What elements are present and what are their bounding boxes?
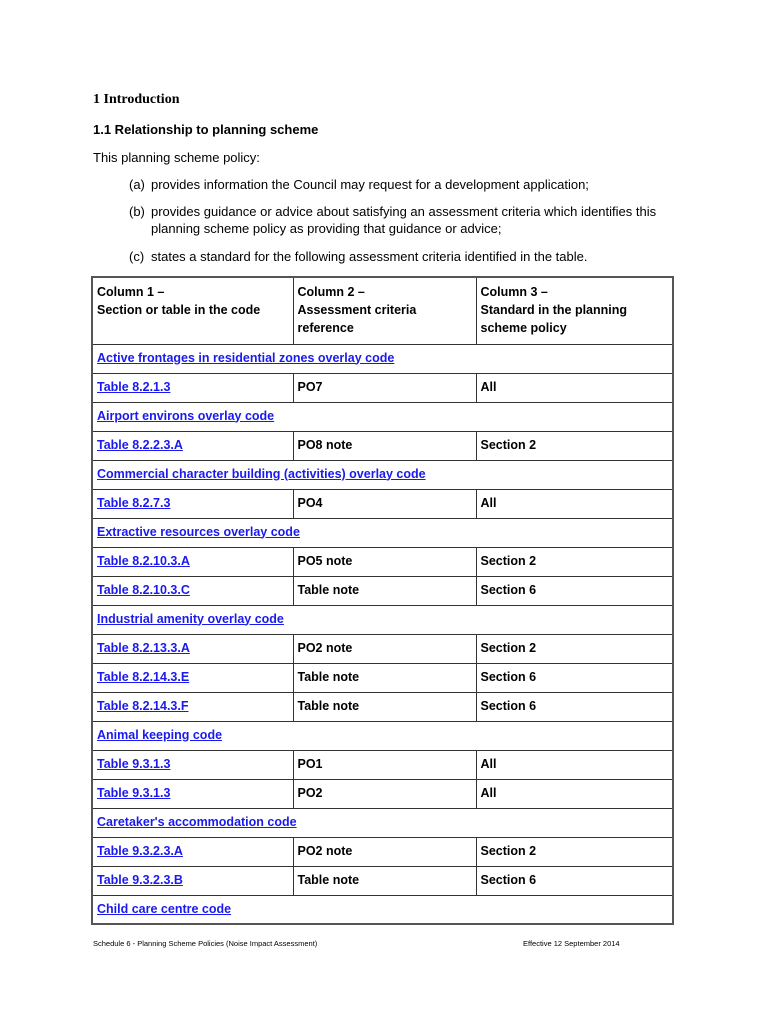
table-ref-link[interactable]: Table 8.2.14.3.E [97,669,190,684]
table-ref-cell [92,663,293,692]
table-ref-cell [92,489,293,518]
list-item [129,203,669,237]
column-header-line: Column 2 – [297,285,365,299]
standard-cell: Section 2 [476,547,673,576]
standard-cell: Section 6 [476,692,673,721]
table-section-row [92,605,673,634]
standard-cell: All [476,373,673,402]
standard-cell: All [476,489,673,518]
column-header-line: Column 3 – [480,285,548,299]
criteria-cell: PO2 [293,779,476,808]
criteria-cell: PO1 [293,750,476,779]
standard-cell: Section 6 [476,663,673,692]
section-cell [92,895,673,924]
list-marker: (a) [129,177,145,192]
criteria-cell: PO8 note [293,431,476,460]
standard-cell: Section 2 [476,431,673,460]
criteria-cell: Table note [293,866,476,895]
code-section-link[interactable]: Commercial character building (activities) overlay code [97,466,426,481]
footer-title: Schedule 6 - Planning Scheme Policies (Noise Impact Assessment) [93,939,318,948]
table-ref-link[interactable]: Table 8.2.13.3.A [97,640,190,655]
table-row [92,547,673,576]
table-section-row [92,808,673,837]
table-ref-link[interactable]: Table 9.3.2.3.B [97,872,183,887]
table-row [92,373,673,402]
assessment-criteria-table [91,276,674,925]
column-header [293,277,476,344]
table-section-row [92,344,673,373]
table-row [92,692,673,721]
column-header [476,277,673,344]
table-ref-link[interactable]: Table 8.2.10.3.C [97,582,190,597]
table-ref-link[interactable]: Table 8.2.2.3.A [97,437,183,452]
list-marker: (b) [129,204,145,219]
table-row [92,634,673,663]
intro-text: This planning scheme policy: [93,150,260,165]
table-ref-cell [92,576,293,605]
table-ref-link[interactable]: Table 8.2.10.3.A [97,553,190,568]
criteria-cell: Table note [293,663,476,692]
table-ref-cell [92,373,293,402]
column-header [92,277,293,344]
criteria-cell: PO4 [293,489,476,518]
table-ref-cell [92,750,293,779]
list-text: provides guidance or advice about satisfying an assessment criteria which identifies this planning scheme policy as providing that guidance or advice; [151,204,657,236]
code-section-link[interactable]: Extractive resources overlay code [97,524,300,539]
footer-date: Effective 12 September 2014 [523,939,620,948]
table-row [92,866,673,895]
list-text: states a standard for the following assessment criteria identified in the table. [151,249,588,264]
standard-cell: Section 2 [476,837,673,866]
table-ref-cell [92,634,293,663]
column-header-line: Section or table in the code [97,303,261,317]
standard-cell: Section 6 [476,866,673,895]
criteria-cell: PO2 note [293,634,476,663]
standard-cell: All [476,750,673,779]
table-row [92,576,673,605]
code-section-link[interactable]: Child care centre code [97,901,232,916]
table-ref-cell [92,779,293,808]
table-ref-link[interactable]: Table 8.2.1.3 [97,379,171,394]
section-cell [92,460,673,489]
table-row [92,489,673,518]
table-ref-cell [92,837,293,866]
code-section-link[interactable]: Caretaker's accommodation code [97,814,297,829]
table-section-row [92,721,673,750]
table-ref-cell [92,547,293,576]
column-header-line: Assessment criteria reference [297,303,417,335]
table-section-row [92,895,673,924]
table-section-row [92,518,673,547]
subsection-heading: 1.1 Relationship to planning scheme [93,122,319,137]
code-section-link[interactable]: Industrial amenity overlay code [97,611,284,626]
table-row [92,750,673,779]
table-section-row [92,460,673,489]
table-ref-link[interactable]: Table 9.3.2.3.A [97,843,183,858]
list-text: provides information the Council may request for a development application; [151,177,589,192]
criteria-cell: PO5 note [293,547,476,576]
table-ref-link[interactable]: Table 9.3.1.3 [97,756,171,771]
column-header-line: Column 1 – [97,285,165,299]
section-cell [92,402,673,431]
table-ref-link[interactable]: Table 8.2.7.3 [97,495,171,510]
table-ref-cell [92,431,293,460]
table-row [92,663,673,692]
section-cell [92,721,673,750]
criteria-cell: Table note [293,692,476,721]
standard-cell: Section 6 [476,576,673,605]
criteria-cell: PO2 note [293,837,476,866]
table-section-row [92,402,673,431]
table-header-row [92,277,673,344]
table-ref-cell [92,692,293,721]
code-section-link[interactable]: Active frontages in residential zones overlay code [97,350,395,365]
section-cell [92,518,673,547]
table-row [92,779,673,808]
column-header-line: Standard in the planning scheme policy [480,303,628,335]
section-cell [92,808,673,837]
table-row [92,431,673,460]
table-ref-link[interactable]: Table 8.2.14.3.F [97,698,189,713]
standard-cell: All [476,779,673,808]
code-section-link[interactable]: Animal keeping code [97,727,223,742]
section-heading: 1 Introduction [93,92,180,107]
section-cell [92,605,673,634]
table-ref-link[interactable]: Table 9.3.1.3 [97,785,171,800]
table-ref-cell [92,866,293,895]
criteria-cell: Table note [293,576,476,605]
criteria-cell: PO7 [293,373,476,402]
standard-cell: Section 2 [476,634,673,663]
list-marker: (c) [129,249,145,264]
list-item [129,248,587,265]
code-section-link[interactable]: Airport environs overlay code [97,408,275,423]
list-item [129,176,589,193]
section-cell [92,344,673,373]
table-row [92,837,673,866]
